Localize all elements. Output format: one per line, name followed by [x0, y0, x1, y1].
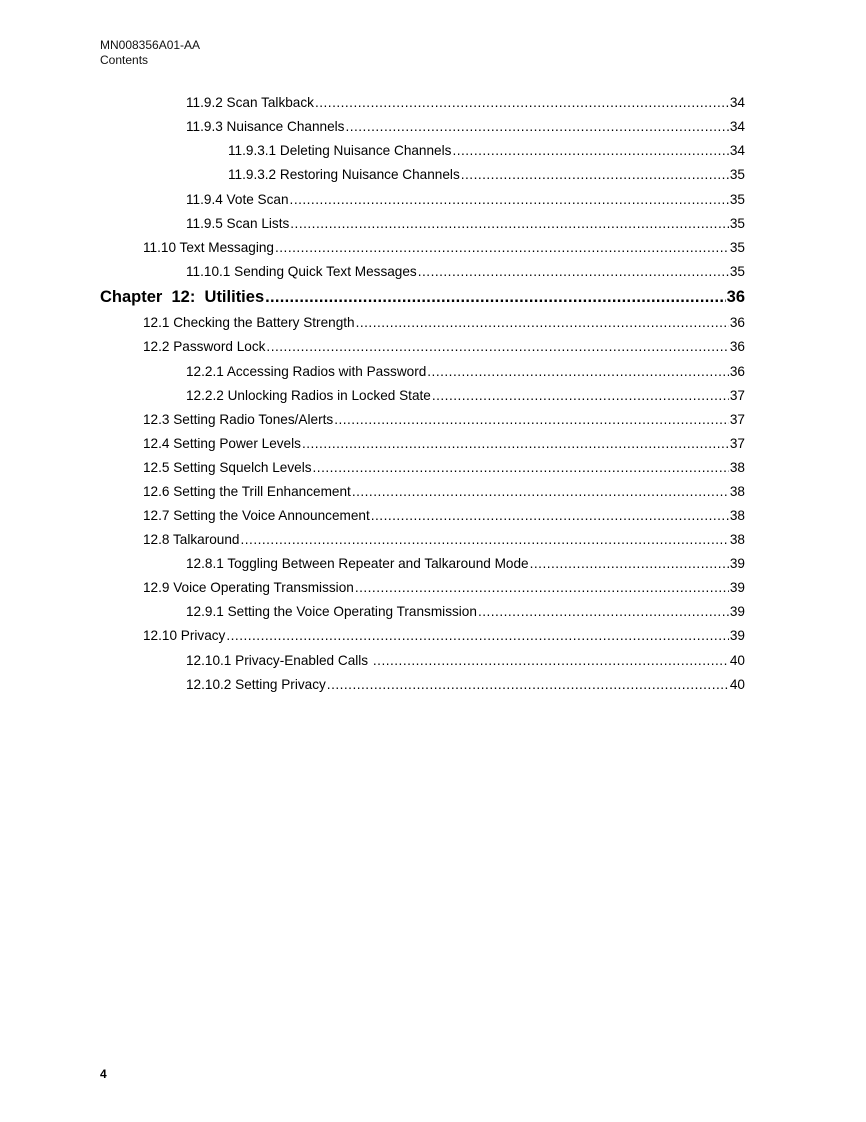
toc-entry-title: 12.9.1 Setting the Voice Operating Transmission — [186, 604, 477, 619]
toc-entry[interactable] — [143, 408, 745, 432]
dot-leader — [371, 504, 729, 528]
toc-entry-title: 12.9 Voice Operating Transmission — [143, 580, 354, 595]
toc-entry-title: Chapter 12: Utilities — [100, 288, 265, 306]
toc-entry-title: 12.2.2 Unlocking Radios in Locked State — [186, 388, 431, 403]
toc-entry[interactable] — [186, 384, 745, 408]
toc-entry[interactable] — [143, 528, 745, 552]
toc-entry[interactable] — [186, 649, 745, 673]
toc-entry-title: 12.8 Talkaround — [143, 532, 240, 547]
toc-entry-title: 11.10.1 Sending Quick Text Messages — [186, 264, 417, 279]
toc-chapter-entry[interactable] — [100, 284, 745, 310]
dot-leader — [334, 408, 729, 432]
dot-leader — [290, 212, 729, 236]
dot-leader — [352, 480, 729, 504]
toc-entry-page: 36 — [729, 364, 745, 379]
toc-entry-page: 37 — [729, 388, 745, 403]
toc-entry-page: 38 — [729, 484, 745, 499]
toc-entry-title: 12.2 Password Lock — [143, 339, 266, 354]
toc-entry-title: 11.9.3.1 Deleting Nuisance Channels — [228, 143, 452, 158]
toc-entry-page: 39 — [729, 604, 745, 619]
page-header — [100, 38, 200, 68]
dot-leader — [452, 139, 728, 163]
toc-entry-title: 12.1 Checking the Battery Strength — [143, 315, 355, 330]
toc-entry[interactable] — [143, 624, 745, 648]
toc-entry-page: 36 — [729, 339, 745, 354]
toc-entry-title: 11.9.4 Vote Scan — [186, 192, 289, 207]
toc-entry-page: 40 — [729, 677, 745, 692]
toc-entry-page: 35 — [729, 240, 745, 255]
toc-entry-title: 11.9.3.2 Restoring Nuisance Channels — [228, 167, 460, 182]
toc-entry-page: 35 — [729, 264, 745, 279]
dot-leader — [432, 384, 729, 408]
toc-entry-title: 12.7 Setting the Voice Announcement — [143, 508, 370, 523]
toc-entry[interactable] — [143, 311, 745, 335]
dot-leader — [427, 360, 729, 384]
toc-entry-title: 11.9.5 Scan Lists — [186, 216, 290, 231]
toc-entry-title: 12.6 Setting the Trill Enhancement — [143, 484, 351, 499]
toc-entry-title: 12.3 Setting Radio Tones/Alerts — [143, 412, 334, 427]
dot-leader — [290, 188, 729, 212]
toc-entry[interactable] — [143, 456, 745, 480]
section-name: Contents — [100, 53, 149, 67]
toc-entry-title: 12.10 Privacy — [143, 628, 226, 643]
toc-entry[interactable] — [186, 260, 745, 284]
dot-leader — [461, 163, 729, 187]
dot-leader — [226, 624, 729, 648]
toc-entry[interactable] — [186, 360, 745, 384]
toc-entry-title: 11.10 Text Messaging — [143, 240, 274, 255]
dot-leader — [265, 284, 726, 310]
toc-entry-page: 40 — [729, 653, 745, 668]
dot-leader — [418, 260, 729, 284]
toc-entry-title: 12.2.1 Accessing Radios with Password — [186, 364, 427, 379]
toc-entry[interactable] — [143, 480, 745, 504]
toc-entry-page: 39 — [729, 628, 745, 643]
toc-entry-page: 35 — [729, 167, 745, 182]
toc-entry-page: 39 — [729, 580, 745, 595]
toc-entry-page: 34 — [729, 119, 745, 134]
toc-entry-title: 12.4 Setting Power Levels — [143, 436, 301, 451]
toc-entry-page: 34 — [729, 143, 745, 158]
dot-leader — [356, 311, 729, 335]
toc-entry-title: 11.9.3 Nuisance Channels — [186, 119, 345, 134]
toc-entry[interactable] — [186, 91, 745, 115]
toc-entry-page: 37 — [729, 412, 745, 427]
toc-entry-page: 34 — [729, 95, 745, 110]
toc-entry-page: 38 — [729, 532, 745, 547]
dot-leader — [345, 115, 728, 139]
dot-leader — [373, 649, 729, 673]
dot-leader — [313, 456, 729, 480]
dot-leader — [241, 528, 729, 552]
document-number: MN008356A01-AA — [100, 38, 201, 52]
toc-entry[interactable] — [186, 552, 745, 576]
dot-leader — [327, 673, 729, 697]
toc-entry-title: 12.10.1 Privacy-Enabled Calls — [186, 653, 372, 668]
dot-leader — [478, 600, 729, 624]
dot-leader — [315, 91, 729, 115]
dot-leader — [275, 236, 729, 260]
toc-entry[interactable] — [186, 600, 745, 624]
dot-leader — [302, 432, 729, 456]
page-number: 4 — [100, 1067, 107, 1081]
toc-entry-title: 12.8.1 Toggling Between Repeater and Talkaround Mode — [186, 556, 529, 571]
dot-leader — [266, 335, 728, 359]
toc-entry-title: 11.9.2 Scan Talkback — [186, 95, 314, 110]
toc-entry[interactable] — [143, 432, 745, 456]
toc-entry[interactable] — [186, 188, 745, 212]
toc-entry[interactable] — [186, 212, 745, 236]
toc-entry[interactable] — [228, 139, 745, 163]
toc-entry-page: 36 — [726, 288, 745, 306]
toc-entry[interactable] — [143, 236, 745, 260]
toc-entry[interactable] — [228, 163, 745, 187]
dot-leader — [355, 576, 729, 600]
toc-entry-page: 39 — [729, 556, 745, 571]
toc-entry[interactable] — [186, 673, 745, 697]
toc-entry[interactable] — [143, 335, 745, 359]
dot-leader — [530, 552, 729, 576]
toc-entry-page: 38 — [729, 508, 745, 523]
toc-entry[interactable] — [143, 576, 745, 600]
toc-entry-page: 35 — [729, 192, 745, 207]
toc-entry-page: 38 — [729, 460, 745, 475]
toc-entry[interactable] — [186, 115, 745, 139]
toc-entry-page: 35 — [729, 216, 745, 231]
toc-entry-title: 12.5 Setting Squelch Levels — [143, 460, 312, 475]
toc-entry-page: 36 — [729, 315, 745, 330]
toc-entry[interactable] — [143, 504, 745, 528]
toc-entry-title: 12.10.2 Setting Privacy — [186, 677, 326, 692]
toc-entry-page: 37 — [729, 436, 745, 451]
